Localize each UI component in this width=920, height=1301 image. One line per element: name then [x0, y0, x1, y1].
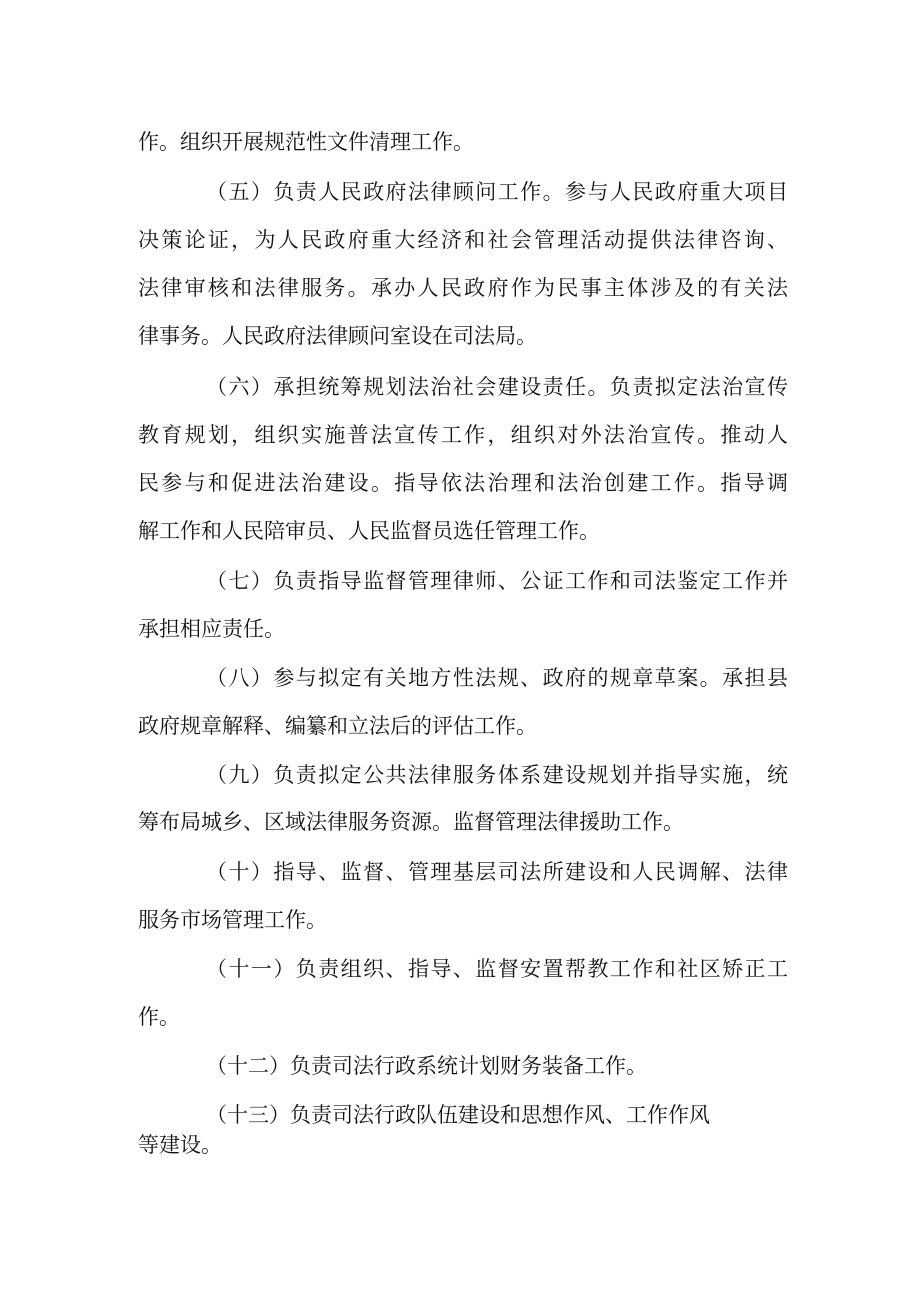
text-line: 等建设。 [138, 1133, 222, 1157]
text-line: 政府规章解释、编纂和立法后的评估工作。 [138, 714, 537, 738]
paragraph-5-line-1: （五）负责人民政府法律顾问工作。参与人民政府重大项目 [206, 180, 788, 204]
paragraph-7-line-1: （七）负责指导监督管理律师、公证工作和司法鉴定工作并 [206, 569, 788, 593]
paragraph-13-line-1: （十三）负责司法行政队伍建设和思想作风、工作作风 [206, 1103, 710, 1127]
text-line: 承担相应责任。 [138, 617, 285, 641]
text-line: 决策论证，为人民政府重大经济和社会管理活动提供法律咨询、 [138, 228, 788, 252]
paragraph-12-line-1: （十二）负责司法行政系统计划财务装备工作。 [206, 1054, 647, 1078]
paragraph-8-line-1: （八）参与拟定有关地方性法规、政府的规章草案。承担县 [206, 666, 788, 690]
text-line: 教育规划，组织实施普法宣传工作，组织对外法治宣传。推动人 [138, 423, 788, 447]
text-line: 筹布局城乡、区域法律服务资源。监督管理法律援助工作。 [138, 810, 684, 834]
text-line: 民参与和促进法治建设。指导依法治理和法治创建工作。指导调 [138, 471, 788, 495]
paragraph-11-line-1: （十一）负责组织、指导、监督安置帮教工作和社区矫正工 [206, 957, 788, 981]
text-line: 解工作和人民陪审员、人民监督员选任管理工作。 [138, 519, 600, 543]
paragraph-10-line-1: （十）指导、监督、管理基层司法所建设和人民调解、法律 [206, 860, 788, 884]
text-line: 作。 [138, 1005, 180, 1029]
text-line: 律事务。人民政府法律顾问室设在司法局。 [138, 324, 537, 348]
text-line: 作。组织开展规范性文件清理工作。 [138, 130, 474, 154]
paragraph-9-line-1: （九）负责拟定公共法律服务体系建设规划并指导实施，统 [206, 763, 788, 787]
paragraph-6-line-1: （六）承担统筹规划法治社会建设责任。负责拟定法治宣传 [206, 375, 788, 399]
text-line: 服务市场管理工作。 [138, 908, 327, 932]
text-line: 法律审核和法律服务。承办人民政府作为民事主体涉及的有关法 [138, 276, 788, 300]
